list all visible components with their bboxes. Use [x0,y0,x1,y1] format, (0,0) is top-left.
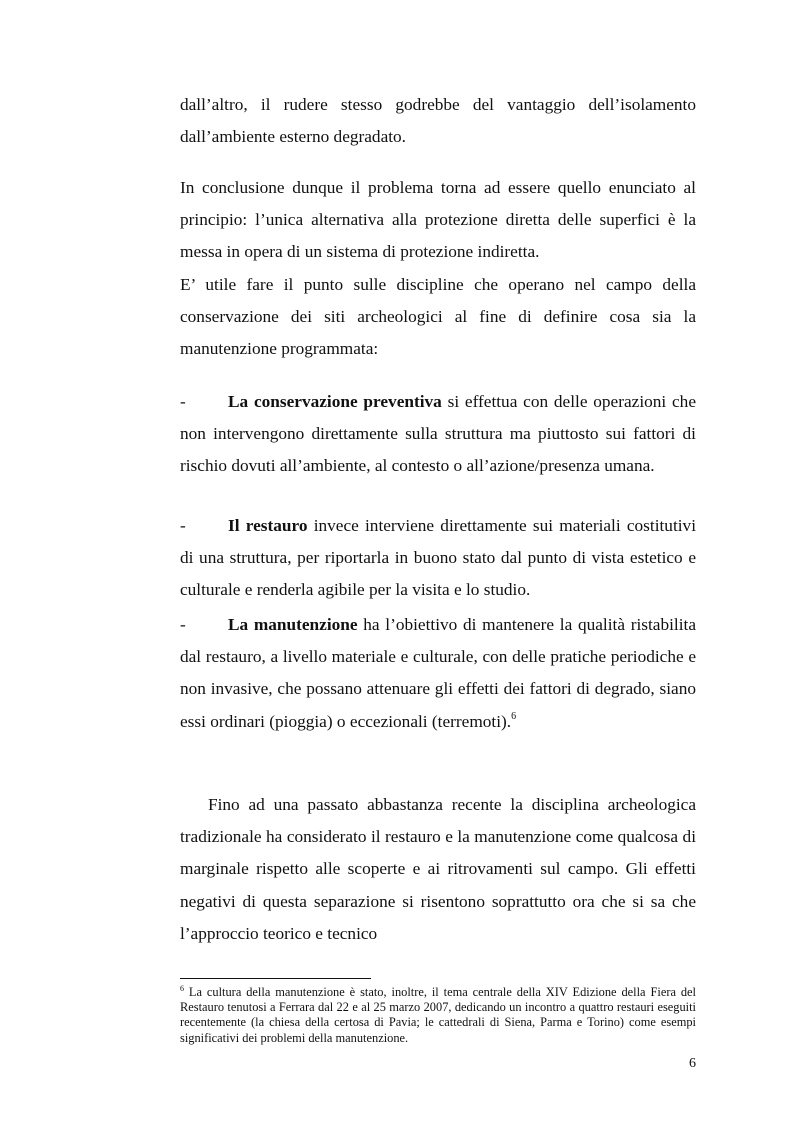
footnote [180,985,696,1046]
footnote-reference[interactable]: 6 [511,710,517,722]
list-text: si effettua con delle operazioni che non intervengono direttamente sulla struttura ma piuttosto sui fattori di rischio dovuti all’ambiente, al contesto o all’azione/presenza umana. [180,392,696,476]
paragraph-isolamento [180,89,696,153]
page-number: 6 [689,1056,696,1071]
list-bullet: - [180,516,186,535]
list-item-conservazione [180,386,696,483]
list-text: invece interviene direttamente sui materiali costitutivi di una struttura, per riportarla in buono stato dal punto di vista estetico e culturale e renderla agibile per la visita e lo studio. [180,516,696,600]
footnote-marker: 6 [180,984,184,993]
footnote-separator [180,978,371,979]
list-term: Il restauro [228,516,308,535]
paragraph-text: Fino ad una passato abbastanza recente la disciplina archeologica tradizionale ha considerato il restauro e la manutenzione come qualcosa di marginale rispetto alle scoperte e ai ritrovamenti sul campo. Gli effetti negativi di questa separazione si risentono soprattutto ora che si sa che l’approccio teorico e tecnico [180,795,696,943]
list-bullet: - [180,392,186,411]
paragraph-text: dall’altro, il rudere stesso godrebbe del vantaggio dell’isolamento dall’ambiente esterno degradato. [180,95,696,147]
paragraph-text: In conclusione dunque il problema torna ad essere quello enunciato al principio: l’unica alternativa alla protezione diretta delle superfici è la messa in opera di un sistema di protezione indiretta. [180,178,696,262]
paragraph-text: E’ utile fare il punto sulle discipline che operano nel campo della conservazione dei siti archeologici al fine di definire cosa sia la manutenzione programmata: [180,274,696,359]
list-term: La conservazione preventiva [228,392,442,411]
list-item-manutenzione [180,609,696,738]
paragraph-conclusione [180,172,696,365]
list-item-restauro [180,510,696,607]
list-text: ha l’obiettivo di mantenere la qualità ristabilita dal restauro, a livello materiale e culturale, con delle pratiche periodiche e non invasive, che possano attenuare gli effetti dei fattori di degrado, siano essi ordinari (pioggia) o eccezionali (terremoti). [180,615,696,731]
paragraph-disciplina [180,789,696,950]
footnote-text: La cultura della manutenzione è stato, inoltre, il tema centrale della XIV Edizione della Fiera del Restauro tenutosi a Ferrara dal 22 e al 25 marzo 2007, dedicando un incontro a quattro restauri eseguiti recentemente (la chiesa della certosa di Pavia; le cattedrali di Siena, Parma e Torino) come esempi significativi dei problemi della manutenzione. [180,985,696,1045]
list-term: La manutenzione [228,615,358,634]
list-bullet: - [180,615,186,634]
